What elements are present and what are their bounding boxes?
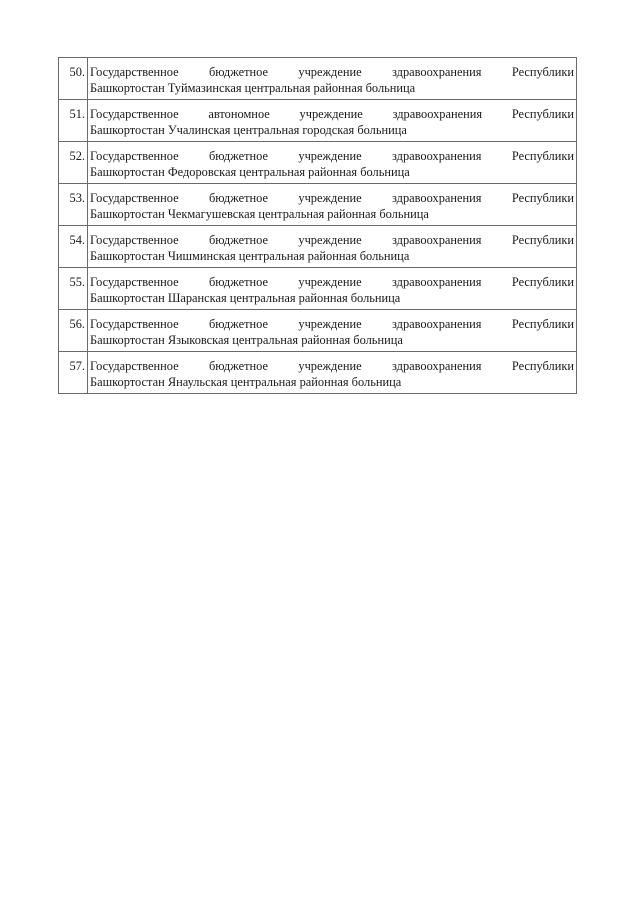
row-number: 51. bbox=[59, 100, 88, 142]
table-row bbox=[59, 184, 577, 226]
institution-name-line1: Государственное бюджетное учреждение здравоохранения Республики bbox=[90, 317, 574, 331]
table-row bbox=[59, 268, 577, 310]
institution-name bbox=[88, 352, 577, 394]
institution-name-line2: Башкортостан Учалинская центральная городская больница bbox=[90, 123, 407, 137]
row-number: 52. bbox=[59, 142, 88, 184]
row-number: 57. bbox=[59, 352, 88, 394]
institutions-table bbox=[58, 57, 577, 394]
row-number: 55. bbox=[59, 268, 88, 310]
row-number: 53. bbox=[59, 184, 88, 226]
institution-name-line2: Башкортостан Чекмагушевская центральная районная больница bbox=[90, 207, 429, 221]
institution-name bbox=[88, 58, 577, 100]
row-number: 54. bbox=[59, 226, 88, 268]
institution-name bbox=[88, 184, 577, 226]
institution-name-line2: Башкортостан Чишминская центральная районная больница bbox=[90, 249, 410, 263]
table-row bbox=[59, 142, 577, 184]
institution-name-line1: Государственное бюджетное учреждение здравоохранения Республики bbox=[90, 191, 574, 205]
institution-name bbox=[88, 100, 577, 142]
institution-name-line1: Государственное бюджетное учреждение здравоохранения Республики bbox=[90, 233, 574, 247]
institution-name-line2: Башкортостан Шаранская центральная районная больница bbox=[90, 291, 401, 305]
table-row bbox=[59, 352, 577, 394]
institution-name-line2: Башкортостан Янаульская центральная районная больница bbox=[90, 375, 402, 389]
table-row bbox=[59, 58, 577, 100]
institution-name-line1: Государственное бюджетное учреждение здравоохранения Республики bbox=[90, 275, 574, 289]
institution-name-line2: Башкортостан Языковская центральная районная больница bbox=[90, 333, 403, 347]
institution-name-line1: Государственное автономное учреждение здравоохранения Республики bbox=[90, 107, 574, 121]
institution-name-line2: Башкортостан Федоровская центральная районная больница bbox=[90, 165, 410, 179]
institution-name-line1: Государственное бюджетное учреждение здравоохранения Республики bbox=[90, 149, 574, 163]
institution-name-line2: Башкортостан Туймазинская центральная районная больница bbox=[90, 81, 416, 95]
table-row bbox=[59, 310, 577, 352]
institution-name bbox=[88, 268, 577, 310]
row-number: 56. bbox=[59, 310, 88, 352]
table-row bbox=[59, 100, 577, 142]
institution-name bbox=[88, 310, 577, 352]
table-row bbox=[59, 226, 577, 268]
institution-name-line1: Государственное бюджетное учреждение здравоохранения Республики bbox=[90, 359, 574, 373]
institution-name-line1: Государственное бюджетное учреждение здравоохранения Республики bbox=[90, 65, 574, 79]
row-number: 50. bbox=[59, 58, 88, 100]
institution-name bbox=[88, 142, 577, 184]
institution-name bbox=[88, 226, 577, 268]
